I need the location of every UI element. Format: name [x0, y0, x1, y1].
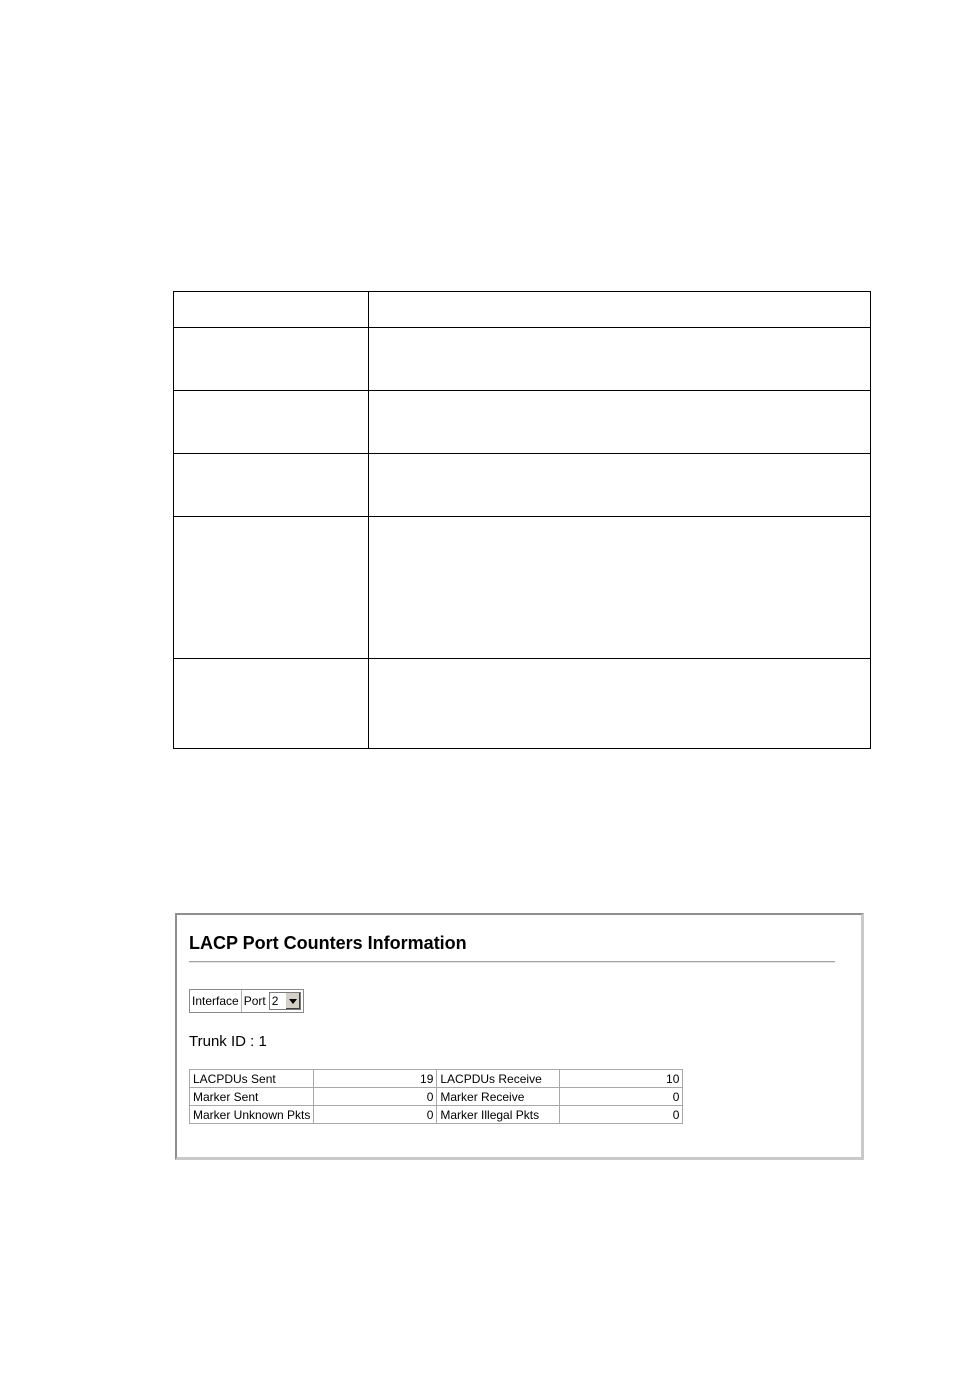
title-divider [189, 961, 835, 963]
interface-label: Interface [190, 990, 242, 1012]
port-select-value: 2 [271, 994, 279, 1008]
table-row [190, 1106, 683, 1124]
table-cell [174, 292, 369, 328]
table-cell [174, 391, 369, 454]
table-cell [174, 328, 369, 391]
table-cell [174, 659, 369, 749]
counters-table [189, 1069, 683, 1124]
table-cell [369, 328, 871, 391]
counter-value: 0 [560, 1106, 683, 1124]
counter-value: 0 [314, 1088, 437, 1106]
table-row [174, 454, 871, 517]
table-cell [369, 454, 871, 517]
counter-value: 0 [314, 1106, 437, 1124]
table-cell [174, 454, 369, 517]
table-cell [369, 292, 871, 328]
chevron-down-icon[interactable] [285, 993, 300, 1009]
trunk-id: Trunk ID : 1 [189, 1033, 267, 1050]
port-select[interactable] [269, 992, 301, 1010]
table-row [190, 1088, 683, 1106]
lacp-counters-panel [175, 913, 864, 1160]
counter-label: Marker Unknown Pkts [190, 1106, 314, 1124]
table-cell [174, 517, 369, 659]
counter-value: 10 [560, 1070, 683, 1088]
table-row [190, 1070, 683, 1088]
counter-label: LACPDUs Sent [190, 1070, 314, 1088]
table-row [174, 659, 871, 749]
counter-label: Marker Receive [437, 1088, 560, 1106]
table-row [174, 328, 871, 391]
page-title: LACP Port Counters Information [189, 933, 467, 953]
table-row [174, 391, 871, 454]
counter-value: 19 [314, 1070, 437, 1088]
table-cell [369, 391, 871, 454]
port-type-label: Port [243, 994, 266, 1008]
table-row [174, 517, 871, 659]
table-cell [369, 517, 871, 659]
interface-selector [189, 989, 304, 1013]
table-cell [369, 659, 871, 749]
counter-label: Marker Illegal Pkts [437, 1106, 560, 1124]
table-row [174, 292, 871, 328]
counter-label: Marker Sent [190, 1088, 314, 1106]
counter-value: 0 [560, 1088, 683, 1106]
description-table [173, 291, 871, 749]
counter-label: LACPDUs Receive [437, 1070, 560, 1088]
